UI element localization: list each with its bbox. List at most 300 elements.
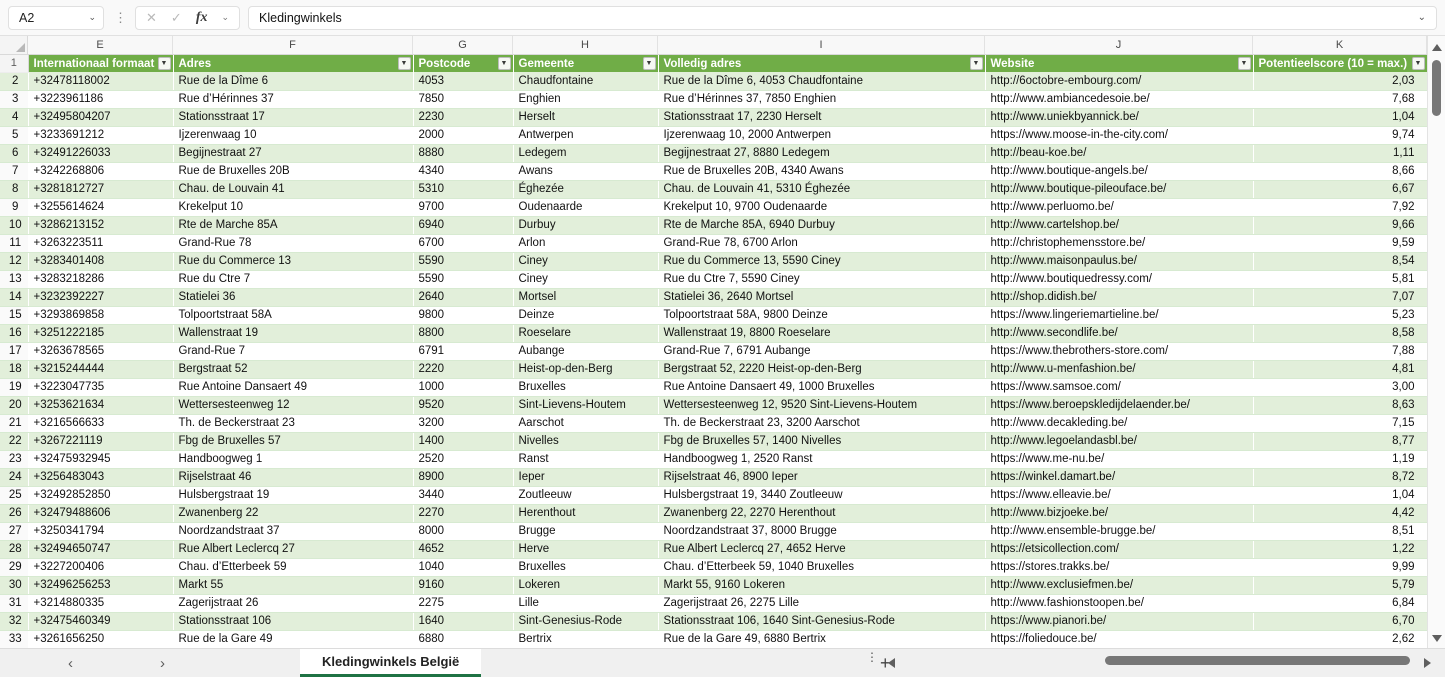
cell[interactable]: Markt 55, 9160 Lokeren	[658, 576, 985, 594]
cell[interactable]: http://www.decakleding.be/	[985, 414, 1253, 432]
cell[interactable]: Chau. d’Etterbeek 59	[173, 558, 413, 576]
cell[interactable]: Wettersesteenweg 12	[173, 396, 413, 414]
column-letter-F[interactable]: F	[173, 36, 413, 54]
cell[interactable]: 8,63	[1253, 396, 1427, 414]
row-number[interactable]: 25	[0, 486, 28, 504]
row-number[interactable]: 7	[0, 162, 28, 180]
cell[interactable]: 1,22	[1253, 540, 1427, 558]
row-number[interactable]: 18	[0, 360, 28, 378]
cell[interactable]: http://www.exclusiefmen.be/	[985, 576, 1253, 594]
row-number[interactable]: 29	[0, 558, 28, 576]
cell[interactable]: Rte de Marche 85A	[173, 216, 413, 234]
cell[interactable]: Ledegem	[513, 144, 658, 162]
cell[interactable]: http://www.fashionstoopen.be/	[985, 594, 1253, 612]
cell[interactable]: Krekelput 10, 9700 Oudenaarde	[658, 198, 985, 216]
cell[interactable]: Noordzandstraat 37, 8000 Brugge	[658, 522, 985, 540]
cell[interactable]: Durbuy	[513, 216, 658, 234]
cell[interactable]: Enghien	[513, 90, 658, 108]
cell[interactable]: http://shop.didish.be/	[985, 288, 1253, 306]
column-letter-E[interactable]: E	[28, 36, 173, 54]
cell[interactable]: https://etsicollection.com/	[985, 540, 1253, 558]
cell[interactable]: http://beau-koe.be/	[985, 144, 1253, 162]
cell[interactable]: Herve	[513, 540, 658, 558]
row-number[interactable]: 10	[0, 216, 28, 234]
cell[interactable]: 4,42	[1253, 504, 1427, 522]
cell[interactable]: Ciney	[513, 270, 658, 288]
cell[interactable]: 7,88	[1253, 342, 1427, 360]
row-number[interactable]: 24	[0, 468, 28, 486]
cell[interactable]: 5,81	[1253, 270, 1427, 288]
cell[interactable]: Antwerpen	[513, 126, 658, 144]
table-header-cell[interactable]	[28, 55, 173, 72]
splitter-handle-icon[interactable]: ⋮	[866, 650, 878, 664]
cell[interactable]: Bruxelles	[513, 558, 658, 576]
cell[interactable]: Bruxelles	[513, 378, 658, 396]
table-header-cell[interactable]	[513, 55, 658, 72]
cell[interactable]: https://www.thebrothers-store.com/	[985, 342, 1253, 360]
cell[interactable]: 5,23	[1253, 306, 1427, 324]
cell[interactable]: Ijzerenwaag 10	[173, 126, 413, 144]
name-box[interactable]	[8, 6, 104, 30]
cell[interactable]: http://www.uniekbyannick.be/	[985, 108, 1253, 126]
cell[interactable]: Bergstraat 52, 2220 Heist-op-den-Berg	[658, 360, 985, 378]
cell[interactable]: Handboogweg 1, 2520 Ranst	[658, 450, 985, 468]
cell[interactable]: 1040	[413, 558, 513, 576]
cell[interactable]: +3263223511	[28, 234, 173, 252]
cell[interactable]: Herselt	[513, 108, 658, 126]
cell[interactable]: http://www.bizjoeke.be/	[985, 504, 1253, 522]
filter-dropdown-icon[interactable]	[158, 57, 171, 70]
vertical-scrollbar[interactable]	[1427, 36, 1445, 648]
cell[interactable]: +3216566633	[28, 414, 173, 432]
cell[interactable]: Ciney	[513, 252, 658, 270]
cell[interactable]: 7,07	[1253, 288, 1427, 306]
cell[interactable]: http://www.u-menfashion.be/	[985, 360, 1253, 378]
cell[interactable]: +32494650747	[28, 540, 173, 558]
row-number[interactable]: 27	[0, 522, 28, 540]
cell[interactable]: Rue du Commerce 13	[173, 252, 413, 270]
cell[interactable]: Nivelles	[513, 432, 658, 450]
select-all-corner[interactable]	[0, 36, 28, 54]
horizontal-scrollbar-thumb[interactable]	[1105, 656, 1410, 665]
cell[interactable]: https://www.me-nu.be/	[985, 450, 1253, 468]
cell[interactable]: Rue de la Dîme 6, 4053 Chaudfontaine	[658, 72, 985, 90]
cell[interactable]: Statielei 36, 2640 Mortsel	[658, 288, 985, 306]
cell[interactable]: Stationsstraat 17, 2230 Herselt	[658, 108, 985, 126]
cell[interactable]: Grand-Rue 78	[173, 234, 413, 252]
cell[interactable]: Statielei 36	[173, 288, 413, 306]
cell[interactable]: +3233691212	[28, 126, 173, 144]
cell[interactable]: +3293869858	[28, 306, 173, 324]
cell[interactable]: Tolpoortstraat 58A, 9800 Deinze	[658, 306, 985, 324]
cell[interactable]: 7,68	[1253, 90, 1427, 108]
cell[interactable]: https://www.beroepskledijdelaender.be/	[985, 396, 1253, 414]
cell[interactable]: 7,15	[1253, 414, 1427, 432]
cell[interactable]: +3263678565	[28, 342, 173, 360]
cell[interactable]: +3253621634	[28, 396, 173, 414]
cell[interactable]: +3261656250	[28, 630, 173, 648]
cell[interactable]: Sint-Genesius-Rode	[513, 612, 658, 630]
prev-sheet-icon[interactable]: ‹	[68, 655, 73, 672]
cell[interactable]: 8,66	[1253, 162, 1427, 180]
row-number[interactable]: 2	[0, 72, 28, 90]
cell[interactable]: http://christophemensstore.be/	[985, 234, 1253, 252]
row-number[interactable]: 28	[0, 540, 28, 558]
chevron-down-icon[interactable]: ⌄	[221, 12, 230, 22]
cell[interactable]: Rue du Ctre 7	[173, 270, 413, 288]
enter-icon[interactable]: ✓	[170, 9, 182, 25]
cell[interactable]: Th. de Beckerstraat 23, 3200 Aarschot	[658, 414, 985, 432]
cell[interactable]: Wettersesteenweg 12, 9520 Sint-Lievens-Houtem	[658, 396, 985, 414]
cell[interactable]: +3286213152	[28, 216, 173, 234]
cell[interactable]: Rte de Marche 85A, 6940 Durbuy	[658, 216, 985, 234]
row-number[interactable]: 32	[0, 612, 28, 630]
formula-input[interactable]	[248, 6, 1437, 30]
cell[interactable]: 5310	[413, 180, 513, 198]
cell[interactable]: 2270	[413, 504, 513, 522]
cell[interactable]: Rue Antoine Dansaert 49, 1000 Bruxelles	[658, 378, 985, 396]
cell[interactable]: 9,99	[1253, 558, 1427, 576]
insert-function-icon[interactable]: fx	[195, 9, 208, 25]
row-number[interactable]: 19	[0, 378, 28, 396]
row-number[interactable]: 13	[0, 270, 28, 288]
cell[interactable]: Rue de la Gare 49, 6880 Bertrix	[658, 630, 985, 648]
cell[interactable]: Chau. de Louvain 41, 5310 Éghezée	[658, 180, 985, 198]
cancel-icon[interactable]: ✕	[146, 9, 157, 25]
cell[interactable]: +32479488606	[28, 504, 173, 522]
cell[interactable]: Th. de Beckerstraat 23	[173, 414, 413, 432]
cell[interactable]: 1,19	[1253, 450, 1427, 468]
cell[interactable]: Rue Albert Leclercq 27, 4652 Herve	[658, 540, 985, 558]
table-header-cell[interactable]	[173, 55, 413, 72]
cell[interactable]: +3283218286	[28, 270, 173, 288]
cell[interactable]: 9520	[413, 396, 513, 414]
cell[interactable]: https://www.elleavie.be/	[985, 486, 1253, 504]
cell[interactable]: 4,81	[1253, 360, 1427, 378]
cell[interactable]: Herenthout	[513, 504, 658, 522]
cell[interactable]: 3440	[413, 486, 513, 504]
cell[interactable]: Noordzandstraat 37	[173, 522, 413, 540]
row-number[interactable]: 21	[0, 414, 28, 432]
cell[interactable]: Begijnestraat 27	[173, 144, 413, 162]
cell[interactable]: 1,11	[1253, 144, 1427, 162]
cell[interactable]: +3251222185	[28, 324, 173, 342]
row-number[interactable]: 26	[0, 504, 28, 522]
cell[interactable]: +3242268806	[28, 162, 173, 180]
cell[interactable]: 3200	[413, 414, 513, 432]
cell[interactable]: Aarschot	[513, 414, 658, 432]
cell[interactable]: 9160	[413, 576, 513, 594]
row-number[interactable]: 9	[0, 198, 28, 216]
cell[interactable]: 8,72	[1253, 468, 1427, 486]
cell[interactable]: 6700	[413, 234, 513, 252]
cell[interactable]: http://www.legoelandasbl.be/	[985, 432, 1253, 450]
cell[interactable]: Rue de la Gare 49	[173, 630, 413, 648]
row-number[interactable]: 33	[0, 630, 28, 648]
cell[interactable]: Zoutleeuw	[513, 486, 658, 504]
cell[interactable]: https://www.lingeriemartieline.be/	[985, 306, 1253, 324]
row-number[interactable]: 14	[0, 288, 28, 306]
cell[interactable]: Zagerijstraat 26, 2275 Lille	[658, 594, 985, 612]
cell[interactable]: Wallenstraat 19	[173, 324, 413, 342]
cell[interactable]: 2275	[413, 594, 513, 612]
cell[interactable]: 9800	[413, 306, 513, 324]
cell[interactable]: +3250341794	[28, 522, 173, 540]
cell[interactable]: 2000	[413, 126, 513, 144]
cell[interactable]: http://www.boutiquedressy.com/	[985, 270, 1253, 288]
cell[interactable]: 4652	[413, 540, 513, 558]
scroll-up-icon[interactable]	[1432, 44, 1442, 51]
cell[interactable]: Heist-op-den-Berg	[513, 360, 658, 378]
cell[interactable]: 8880	[413, 144, 513, 162]
cell[interactable]: Rue Albert Leclercq 27	[173, 540, 413, 558]
cell[interactable]: +3281812727	[28, 180, 173, 198]
cell[interactable]: Rue Antoine Dansaert 49	[173, 378, 413, 396]
cell[interactable]: Stationsstraat 106	[173, 612, 413, 630]
cell[interactable]: 9700	[413, 198, 513, 216]
cell[interactable]: 9,74	[1253, 126, 1427, 144]
cell[interactable]: 7,92	[1253, 198, 1427, 216]
cell[interactable]: Roeselare	[513, 324, 658, 342]
cell[interactable]: Handboogweg 1	[173, 450, 413, 468]
cell[interactable]: Lille	[513, 594, 658, 612]
cell[interactable]: 2230	[413, 108, 513, 126]
cell[interactable]: 9,59	[1253, 234, 1427, 252]
cell[interactable]: 8800	[413, 324, 513, 342]
cell[interactable]: Markt 55	[173, 576, 413, 594]
cell[interactable]: http://www.ambiancedesoie.be/	[985, 90, 1253, 108]
scroll-left-icon[interactable]	[888, 658, 895, 668]
row-number[interactable]: 23	[0, 450, 28, 468]
cell[interactable]: 5590	[413, 252, 513, 270]
cell[interactable]: Rijselstraat 46	[173, 468, 413, 486]
cell[interactable]: Grand-Rue 7	[173, 342, 413, 360]
cell[interactable]: +32495804207	[28, 108, 173, 126]
cell[interactable]: Rijselstraat 46, 8900 Ieper	[658, 468, 985, 486]
cell[interactable]: Zwanenberg 22	[173, 504, 413, 522]
cell[interactable]: Bertrix	[513, 630, 658, 648]
column-letter-I[interactable]: I	[658, 36, 985, 54]
cell[interactable]: Rue d’Hérinnes 37, 7850 Enghien	[658, 90, 985, 108]
column-letter-K[interactable]: K	[1253, 36, 1427, 54]
filter-dropdown-icon[interactable]	[398, 57, 411, 70]
cell[interactable]: Rue de Bruxelles 20B	[173, 162, 413, 180]
row-number[interactable]: 12	[0, 252, 28, 270]
cell[interactable]: 6791	[413, 342, 513, 360]
cell[interactable]: https://www.pianori.be/	[985, 612, 1253, 630]
cell[interactable]: 6940	[413, 216, 513, 234]
cell[interactable]: +3223961186	[28, 90, 173, 108]
cell[interactable]: 6,70	[1253, 612, 1427, 630]
cell[interactable]: Fbg de Bruxelles 57	[173, 432, 413, 450]
cell[interactable]: 6,84	[1253, 594, 1427, 612]
cell[interactable]: 9,66	[1253, 216, 1427, 234]
cell[interactable]: +32491226033	[28, 144, 173, 162]
cell[interactable]: Bergstraat 52	[173, 360, 413, 378]
cell[interactable]: http://www.secondlife.be/	[985, 324, 1253, 342]
next-sheet-icon[interactable]: ›	[160, 655, 165, 672]
cell[interactable]: 6880	[413, 630, 513, 648]
cell[interactable]: 8,58	[1253, 324, 1427, 342]
cell[interactable]: Krekelput 10	[173, 198, 413, 216]
cell[interactable]: +3214880335	[28, 594, 173, 612]
cell[interactable]: https://www.samsoe.com/	[985, 378, 1253, 396]
cell[interactable]: http://www.boutique-pileouface.be/	[985, 180, 1253, 198]
vertical-scrollbar-thumb[interactable]	[1432, 60, 1441, 116]
cell[interactable]: Ijzerenwaag 10, 2000 Antwerpen	[658, 126, 985, 144]
cell[interactable]: Brugge	[513, 522, 658, 540]
cell[interactable]: Ieper	[513, 468, 658, 486]
cell[interactable]: 1400	[413, 432, 513, 450]
cell[interactable]: Grand-Rue 7, 6791 Aubange	[658, 342, 985, 360]
row-number[interactable]: 22	[0, 432, 28, 450]
cell[interactable]: Oudenaarde	[513, 198, 658, 216]
cell[interactable]: 5,79	[1253, 576, 1427, 594]
cell[interactable]: http://www.perluomo.be/	[985, 198, 1253, 216]
cell[interactable]: Grand-Rue 78, 6700 Arlon	[658, 234, 985, 252]
cell[interactable]: Hulsbergstraat 19	[173, 486, 413, 504]
cell[interactable]: http://www.cartelshop.be/	[985, 216, 1253, 234]
cell[interactable]: +3255614624	[28, 198, 173, 216]
expand-formula-bar-icon[interactable]: ⌄	[1417, 12, 1426, 23]
cell[interactable]: 1000	[413, 378, 513, 396]
cell[interactable]: +3267221119	[28, 432, 173, 450]
filter-dropdown-icon[interactable]	[1412, 57, 1425, 70]
cell[interactable]: http://www.maisonpaulus.be/	[985, 252, 1253, 270]
cell[interactable]: 2,62	[1253, 630, 1427, 648]
cell[interactable]: Aubange	[513, 342, 658, 360]
cell[interactable]: 4340	[413, 162, 513, 180]
cell[interactable]: Éghezée	[513, 180, 658, 198]
cell[interactable]: Tolpoortstraat 58A	[173, 306, 413, 324]
cell[interactable]: https://winkel.damart.be/	[985, 468, 1253, 486]
add-sheet-button[interactable]: +	[880, 653, 891, 673]
cell[interactable]: 3,00	[1253, 378, 1427, 396]
cell[interactable]: Hulsbergstraat 19, 3440 Zoutleeuw	[658, 486, 985, 504]
cell[interactable]: 1,04	[1253, 486, 1427, 504]
row-number[interactable]: 20	[0, 396, 28, 414]
cell[interactable]: +32496256253	[28, 576, 173, 594]
cell[interactable]: http://www.boutique-angels.be/	[985, 162, 1253, 180]
cell[interactable]: Rue de Bruxelles 20B, 4340 Awans	[658, 162, 985, 180]
cell[interactable]: Rue de la Dîme 6	[173, 72, 413, 90]
table-header-cell[interactable]	[985, 55, 1253, 72]
row-number[interactable]: 16	[0, 324, 28, 342]
scroll-right-icon[interactable]	[1424, 658, 1431, 668]
cell[interactable]: 2,03	[1253, 72, 1427, 90]
cell[interactable]: +3256483043	[28, 468, 173, 486]
cell[interactable]: +3215244444	[28, 360, 173, 378]
row-number[interactable]: 3	[0, 90, 28, 108]
cell[interactable]: Fbg de Bruxelles 57, 1400 Nivelles	[658, 432, 985, 450]
row-number[interactable]: 30	[0, 576, 28, 594]
cell[interactable]: Stationsstraat 17	[173, 108, 413, 126]
column-letter-J[interactable]: J	[985, 36, 1253, 54]
filter-dropdown-icon[interactable]	[1238, 57, 1251, 70]
cell[interactable]: Chau. de Louvain 41	[173, 180, 413, 198]
cell[interactable]: Zagerijstraat 26	[173, 594, 413, 612]
row-number[interactable]: 6	[0, 144, 28, 162]
table-header-cell[interactable]	[413, 55, 513, 72]
cell[interactable]: 2640	[413, 288, 513, 306]
cell[interactable]: +32492852850	[28, 486, 173, 504]
cell[interactable]: +3223047735	[28, 378, 173, 396]
cell[interactable]: Arlon	[513, 234, 658, 252]
cell[interactable]: 8,51	[1253, 522, 1427, 540]
cell[interactable]: Zwanenberg 22, 2270 Herenthout	[658, 504, 985, 522]
column-letter-G[interactable]: G	[413, 36, 513, 54]
cell[interactable]: Begijnestraat 27, 8880 Ledegem	[658, 144, 985, 162]
filter-dropdown-icon[interactable]	[643, 57, 656, 70]
sheet-tab-active[interactable]	[300, 649, 481, 677]
cell[interactable]: 8,77	[1253, 432, 1427, 450]
row-number[interactable]: 11	[0, 234, 28, 252]
row-number[interactable]: 5	[0, 126, 28, 144]
cell[interactable]: +3283401408	[28, 252, 173, 270]
cell[interactable]: Sint-Lievens-Houtem	[513, 396, 658, 414]
cell[interactable]: Chaudfontaine	[513, 72, 658, 90]
cell[interactable]: +3232392227	[28, 288, 173, 306]
filter-dropdown-icon[interactable]	[970, 57, 983, 70]
cell[interactable]: https://stores.trakks.be/	[985, 558, 1253, 576]
cell[interactable]: 6,67	[1253, 180, 1427, 198]
table-header-cell[interactable]	[658, 55, 985, 72]
row-number[interactable]: 15	[0, 306, 28, 324]
scroll-down-icon[interactable]	[1432, 635, 1442, 642]
table-header-cell[interactable]	[1253, 55, 1427, 72]
cell[interactable]: http://6octobre-embourg.com/	[985, 72, 1253, 90]
cell[interactable]: Stationsstraat 106, 1640 Sint-Genesius-Rode	[658, 612, 985, 630]
cell[interactable]: http://www.ensemble-brugge.be/	[985, 522, 1253, 540]
cell[interactable]: Ranst	[513, 450, 658, 468]
cell[interactable]: +3227200406	[28, 558, 173, 576]
row-number[interactable]: 17	[0, 342, 28, 360]
cell[interactable]: Rue d’Hérinnes 37	[173, 90, 413, 108]
cell[interactable]: +32475932945	[28, 450, 173, 468]
cell[interactable]: Deinze	[513, 306, 658, 324]
cell[interactable]: 7850	[413, 90, 513, 108]
row-number[interactable]: 31	[0, 594, 28, 612]
row-number[interactable]: 8	[0, 180, 28, 198]
cell[interactable]: Mortsel	[513, 288, 658, 306]
cell[interactable]: https://www.moose-in-the-city.com/	[985, 126, 1253, 144]
cell[interactable]: 5590	[413, 270, 513, 288]
chevron-down-icon[interactable]: ⌄	[88, 12, 96, 22]
filter-dropdown-icon[interactable]	[498, 57, 511, 70]
cell[interactable]: 2520	[413, 450, 513, 468]
cell[interactable]: 8000	[413, 522, 513, 540]
cell[interactable]: 2220	[413, 360, 513, 378]
row-number[interactable]: 1	[0, 55, 28, 72]
cell[interactable]: Rue du Ctre 7, 5590 Ciney	[658, 270, 985, 288]
cell[interactable]: Chau. d’Etterbeek 59, 1040 Bruxelles	[658, 558, 985, 576]
cell[interactable]: 1,04	[1253, 108, 1427, 126]
cell[interactable]: https://foliedouce.be/	[985, 630, 1253, 648]
cell[interactable]: Wallenstraat 19, 8800 Roeselare	[658, 324, 985, 342]
cell[interactable]: 8900	[413, 468, 513, 486]
row-number[interactable]: 4	[0, 108, 28, 126]
cell[interactable]: +32475460349	[28, 612, 173, 630]
cell[interactable]: 1640	[413, 612, 513, 630]
column-letter-H[interactable]: H	[513, 36, 658, 54]
cell[interactable]: Awans	[513, 162, 658, 180]
cell[interactable]: 4053	[413, 72, 513, 90]
cell[interactable]: Rue du Commerce 13, 5590 Ciney	[658, 252, 985, 270]
cell[interactable]: +32478118002	[28, 72, 173, 90]
drag-handle-icon[interactable]: ⋮	[114, 9, 127, 25]
cell[interactable]: 8,54	[1253, 252, 1427, 270]
cell[interactable]: Lokeren	[513, 576, 658, 594]
